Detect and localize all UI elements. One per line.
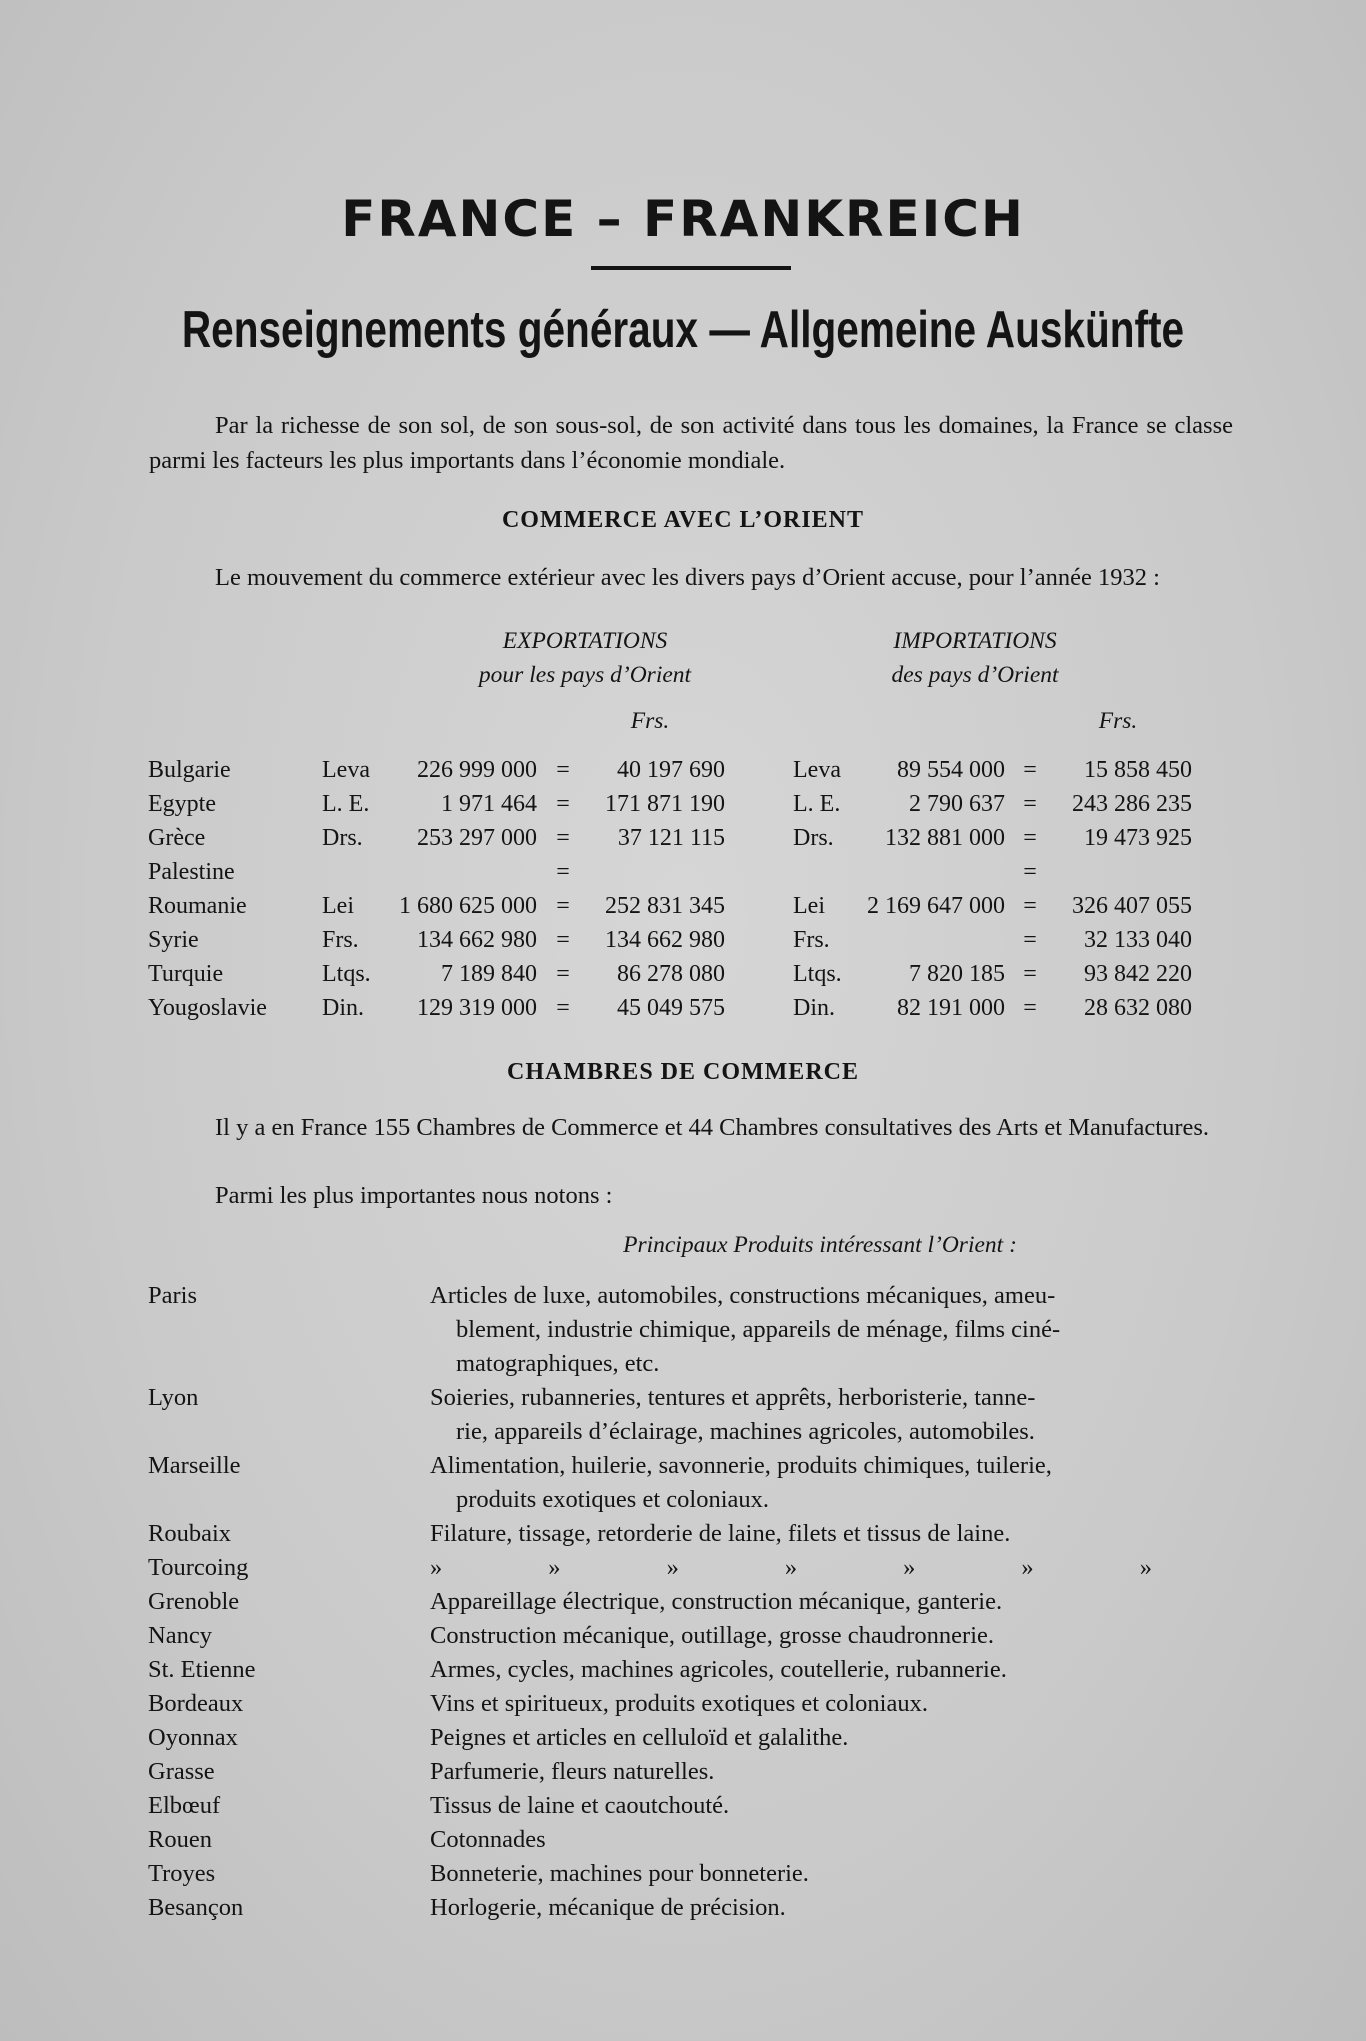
page-title: FRANCE – FRANKREICH	[341, 190, 1025, 248]
trade-row: Bulgarie Leva 226 999 000 = 40 197 690 Leva 89 554 000 = 15 858 450	[148, 757, 1192, 783]
commerce-heading: COMMERCE AVEC L’ORIENT	[501, 507, 865, 533]
intro-paragraph	[149, 408, 1233, 478]
chambers-paragraph-2	[149, 1178, 1233, 1213]
chambers-heading: CHAMBRES DE COMMERCE	[506, 1059, 859, 1085]
trade-row: Yougoslavie Din. 129 319 000 = 45 049 575 Din. 82 191 000 = 28 632 080	[148, 995, 1192, 1021]
chambers-text-2: Parmi les plus importantes nous notons :	[215, 1182, 613, 1209]
imports-frs-label: Frs.	[1098, 708, 1138, 734]
commerce-paragraph	[149, 560, 1233, 595]
document-page: FRANCE – FRANKREICH Renseignements généraux — Allgemeine Auskünfte Par la richesse de son sol, de son sous-sol, de son activité dans tous les domaines, la France se classe parmi les facteurs les plus importants dans l’économie mondiale. COMMERCE AVEC L’ORIENT Le mouvement du commerce extérieur avec les divers pays d’Orient accuse, pour l’année 1932 : EXPORTATIONS pour les pays d’Orient IMPORTATIONS des pays d’Orient Frs. Frs. Bulgarie Leva 226 999 000 = 40 197 690 Leva 89 554 000 = 15 858 450 Egypte L. E. 1 971 464 = 171 871 190 L. E. 2 790 637 = 243 286 235 Grèce Drs. 253 297 000 = 37 121 115 Drs. 132 881 000 = 19 473 925 Palestine = = Roumanie Lei 1 680 625 000 = 252 831 345 Lei 2 169 647 000 = 326 407 055 Syrie Frs. 134 662 980 = 134 662 980 Frs. = 32 133 040 Turquie Ltqs. 7 189 840 = 86 278 080 Ltqs. 7 820 185 = 93 842 220 Yougoslavie Din. 129 319 000 = 45 049 575 Din. 82 191 000 = 28 632 080 CHAMBRES DE COMMERCE Il y a en France 155 Chambres de Commerce et 44 Chambres consultatives des Arts et Manufactures. Parmi les plus importantes nous notons : Principaux Produits intéressant l’Orient : Paris Articles de luxe, automobiles, constructions mécaniques, ameu- blement, industrie chimique, appareils de ménage, films ciné- matographiques, etc. Lyon Soieries, rubanneries, tentures et apprêts, herboristerie, tanne- rie, appareils d’éclairage, machines agricoles, automobiles. Marseille Alimentation, huilerie, savonnerie, produits chimiques, tuilerie, produits exotiques et coloniaux. Roubaix Filature, tissage, retorderie de laine, filets et tissus de laine. Tourcoing » » » » » » » Grenoble Appareillage électrique, construction mécanique, ganterie. Nancy Construction mécanique, outillage, grosse chaudronnerie. St. Etienne Armes, cycles, machines agricoles, coutellerie, rubannerie. Bordeaux Vins et spiritueux, produits exotiques et coloniaux. Oyonnax Peignes et articles en celluloïd et galalithe. Grasse Parfumerie, fleurs naturelles. Elbœuf Tissus de laine et caoutchouté. Rouen Cotonnades Troyes Bonneterie, machines pour bonneterie. Besançon Horlogerie, mécanique de précision.	[0, 0, 1366, 2041]
exports-heading: EXPORTATIONS	[502, 628, 668, 654]
products-heading: Principaux Produits intéressant l’Orient :	[623, 1232, 1017, 1258]
imports-subheading: des pays d’Orient	[891, 662, 1059, 688]
intro-text: Par la richesse de son sol, de son sous-sol, de son activité dans tous les domaines, la France se classe parmi les facteurs les plus importants dans l’économie mondiale.	[149, 412, 1233, 474]
chambers-text: Il y a en France 155 Chambres de Commerce et 44 Chambres consultatives des Arts et Manufactures.	[215, 1114, 1210, 1141]
imports-heading: IMPORTATIONS	[893, 628, 1057, 654]
trade-row: Roumanie Lei 1 680 625 000 = 252 831 345 Lei 2 169 647 000 = 326 407 055	[148, 893, 1192, 919]
trade-row: Syrie Frs. 134 662 980 = 134 662 980 Frs. = 32 133 040	[148, 927, 1192, 953]
commerce-text: Le mouvement du commerce extérieur avec les divers pays d’Orient accuse, pour l’année 1932 :	[215, 564, 1160, 591]
chambers-paragraph	[149, 1110, 1233, 1145]
title-rule	[591, 266, 791, 270]
trade-row: Palestine = =	[148, 859, 1037, 885]
page-subtitle: Renseignements généraux — Allgemeine Auskünfte	[181, 301, 1185, 359]
trade-row: Turquie Ltqs. 7 189 840 = 86 278 080 Ltqs. 7 820 185 = 93 842 220	[148, 961, 1192, 987]
exports-frs-label: Frs.	[630, 708, 670, 734]
trade-row: Grèce Drs. 253 297 000 = 37 121 115 Drs. 132 881 000 = 19 473 925	[148, 825, 1192, 851]
exports-subheading: pour les pays d’Orient	[478, 662, 692, 688]
trade-row: Egypte L. E. 1 971 464 = 171 871 190 L. E. 2 790 637 = 243 286 235	[148, 791, 1192, 817]
ditto-marks: » » » » » » »	[430, 1554, 1152, 1581]
